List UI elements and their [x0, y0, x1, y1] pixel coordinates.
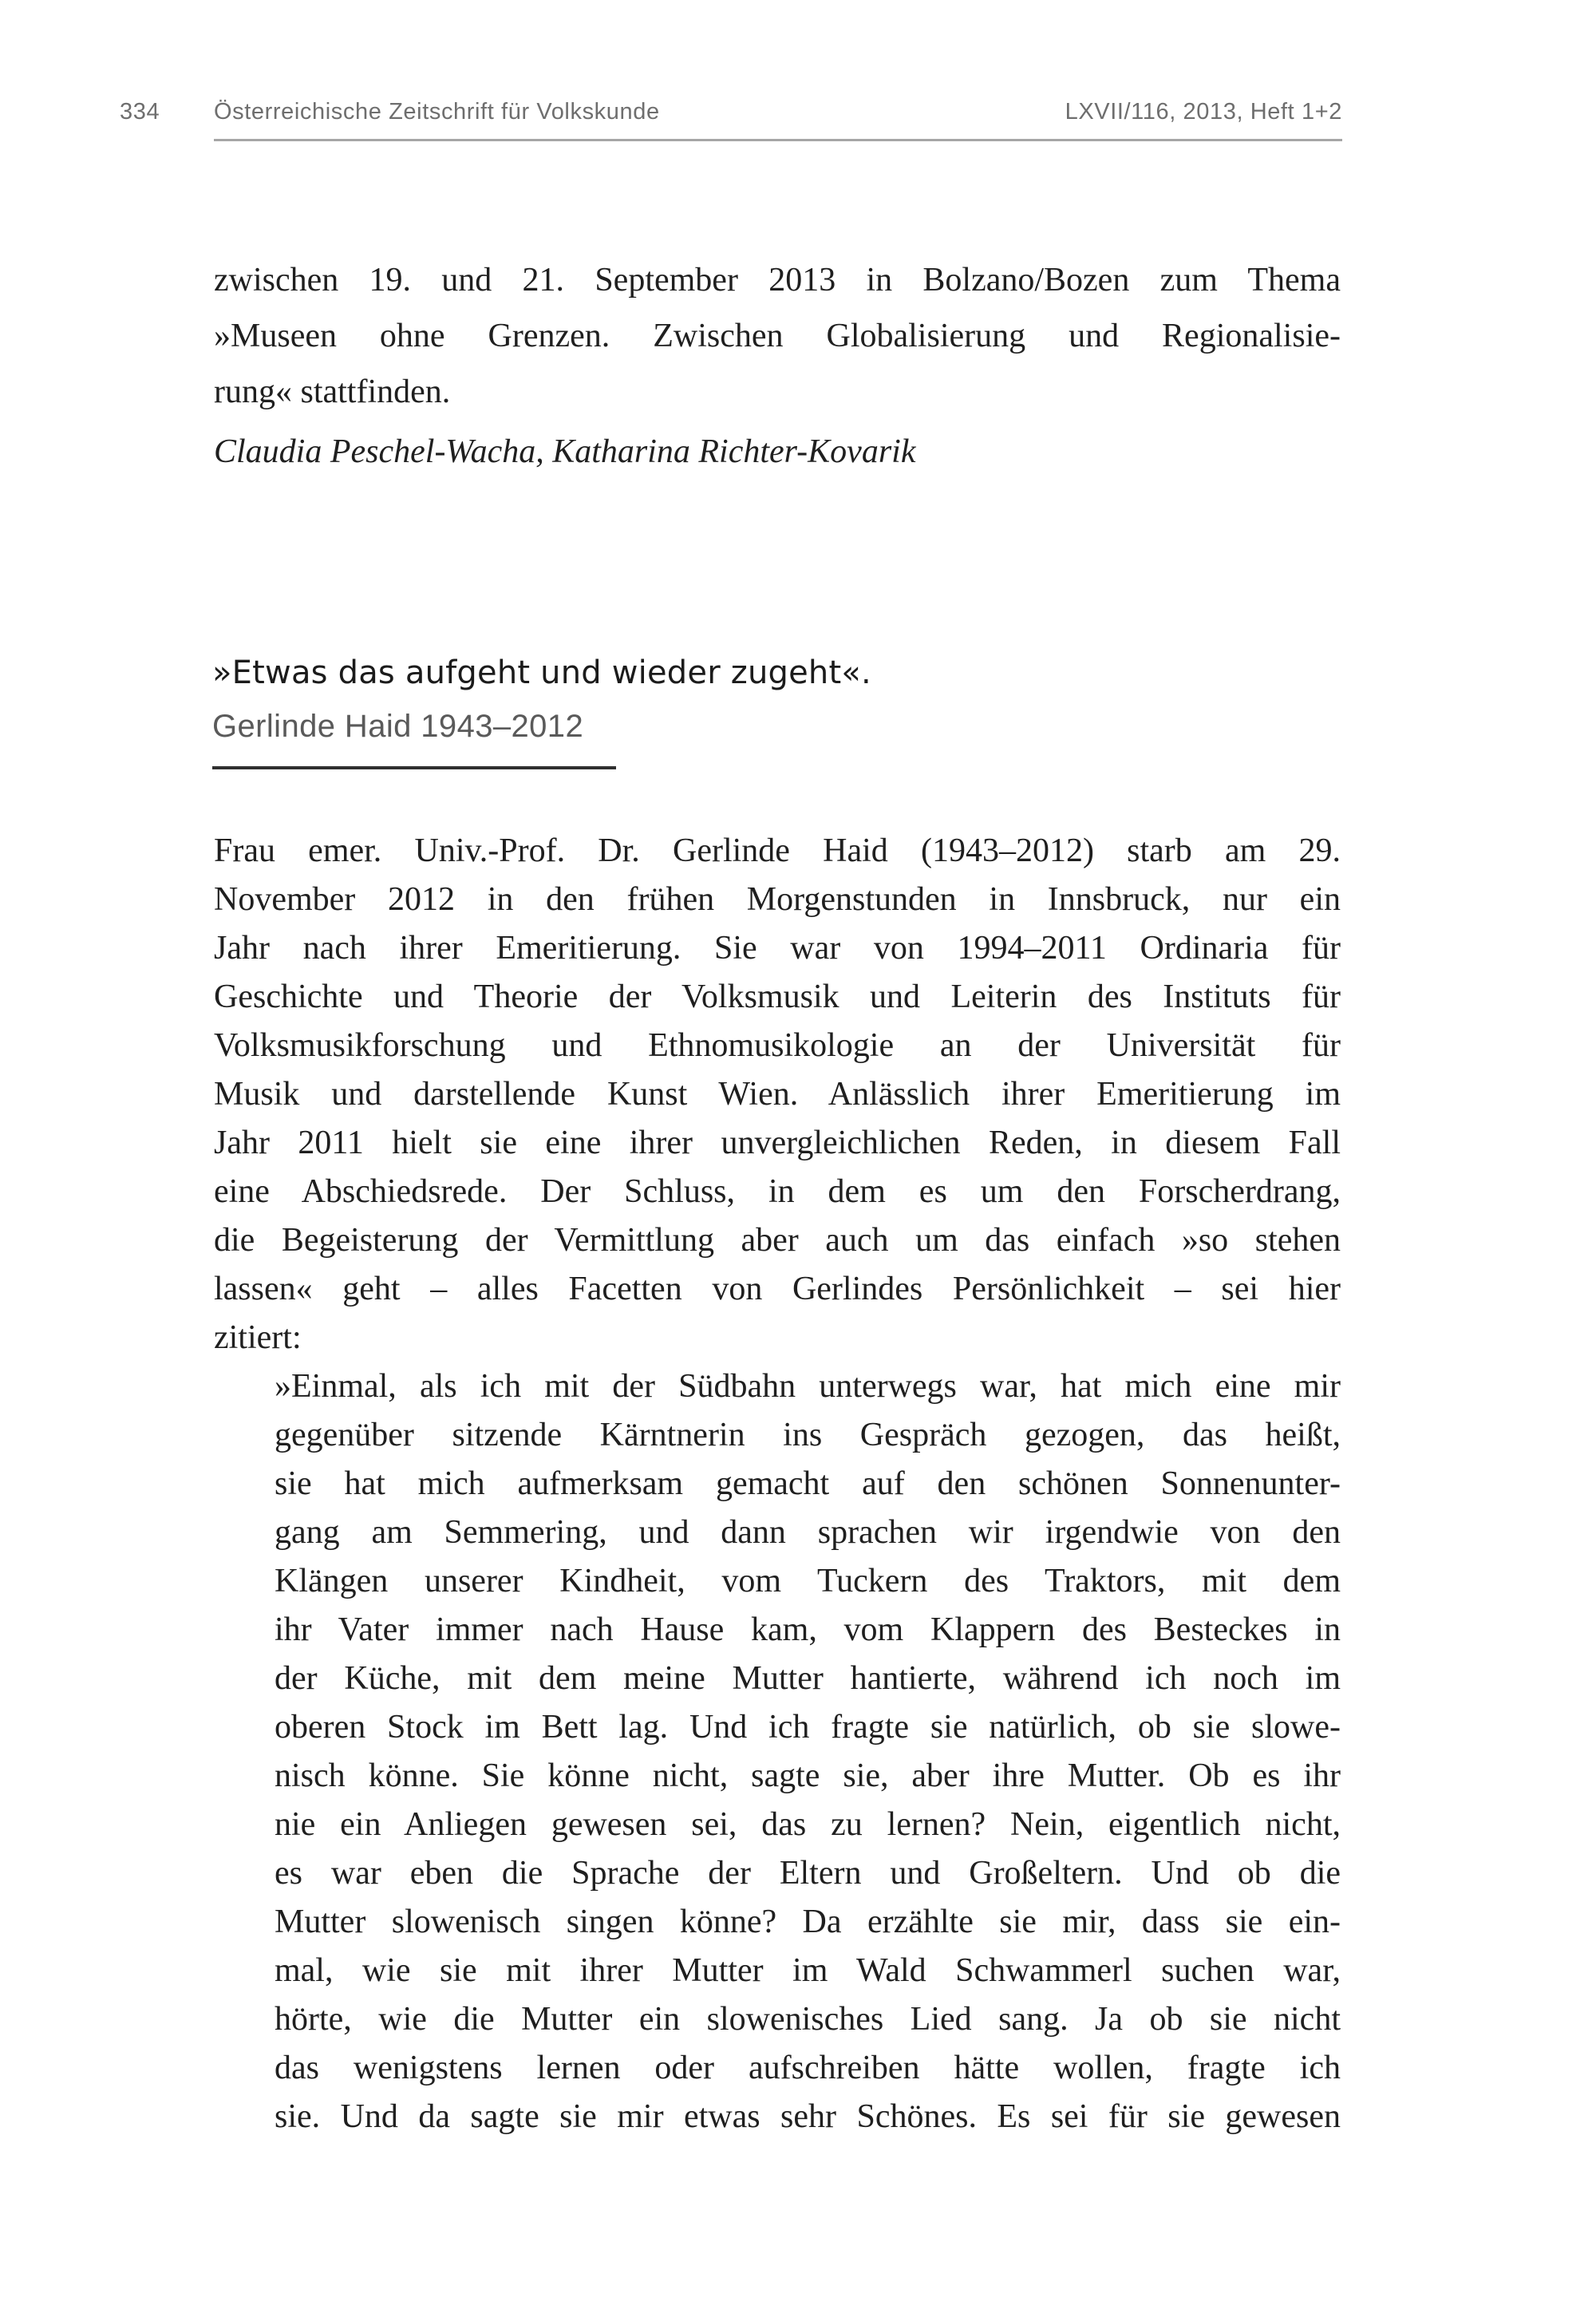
quote-line: gang am Semmering, und dann sprachen wir irgendwie von den — [275, 1514, 1341, 1551]
quote-line: oberen Stock im Bett lag. Und ich fragte sie natürlich, ob sie slowe- — [275, 1709, 1341, 1746]
article-title-block — [212, 646, 1339, 753]
quote-line: nisch könne. Sie könne nicht, sagte sie, aber ihre Mutter. Ob es ihr — [275, 1757, 1341, 1794]
body-line: die Begeisterung der Vermittlung aber auch um das einfach »so stehen — [214, 1222, 1341, 1259]
article-title: »Etwas das aufgeht und wieder zugeht«. — [212, 654, 871, 691]
quote-line: ihr Vater immer nach Hause kam, vom Klappern des Besteckes in — [275, 1611, 1341, 1648]
author-line: Claudia Peschel-Wacha, Katharina Richter-Kovarik — [214, 433, 916, 470]
quote-line: Klängen unserer Kindheit, vom Tuckern des Traktors, mit dem — [275, 1563, 1341, 1599]
quote-line: nie ein Anliegen gewesen sei, das zu lernen? Nein, eigentlich nicht, — [275, 1806, 1341, 1843]
quote-line: »Einmal, als ich mit der Südbahn unterwegs war, hat mich eine mir — [275, 1368, 1341, 1405]
issue-info: LXVII/116, 2013, Heft 1+2 — [1065, 99, 1342, 125]
quote-line: gegenüber sitzende Kärntnerin ins Gespräch gezogen, das heißt, — [275, 1417, 1341, 1453]
obituary-text — [214, 827, 1341, 2141]
quote-line: das wenigstens lernen oder aufschreiben hätte wollen, fragte ich — [275, 2050, 1341, 2086]
body-line: lassen« geht – alles Facetten von Gerlindes Persönlichkeit – sei hier — [214, 1271, 1341, 1307]
page-number: 334 — [120, 99, 160, 125]
quote-line: mal, wie sie mit ihrer Mutter im Wald Schwammerl suchen war, — [275, 1952, 1341, 1989]
quote-line: sie hat mich aufmerksam gemacht auf den schönen Sonnenunter- — [275, 1465, 1341, 1502]
intro-line: rung« stattfinden. — [214, 374, 451, 410]
quote-line: sie. Und da sagte sie mir etwas sehr Schönes. Es sei für sie gewesen — [275, 2098, 1341, 2135]
header-rule — [214, 139, 1342, 141]
quote-line: hörte, wie die Mutter ein slowenisches Lied sang. Ja ob sie nicht — [275, 2001, 1341, 2038]
quote-line: Mutter slowenisch singen könne? Da erzählte sie mir, dass sie ein- — [275, 1904, 1341, 1940]
body-line: zitiert: — [214, 1319, 302, 1356]
intro-line: »Museen ohne Grenzen. Zwischen Globalisierung und Regionalisie- — [214, 318, 1341, 354]
body-line: Frau emer. Univ.-Prof. Dr. Gerlinde Haid (1943–2012) starb am 29. — [214, 832, 1341, 869]
body-line: Jahr nach ihrer Emeritierung. Sie war von 1994–2011 Ordinaria für — [214, 930, 1341, 967]
page-header — [120, 99, 1342, 132]
intro-line: zwischen 19. und 21. September 2013 in Bolzano/Bozen zum Thema — [214, 262, 1341, 299]
body-line: Geschichte und Theorie der Volksmusik und Leiterin des Instituts für — [214, 979, 1341, 1015]
body-line: Musik und darstellende Kunst Wien. Anlässlich ihrer Emeritierung im — [214, 1076, 1341, 1113]
article-subtitle: Gerlinde Haid 1943–2012 — [212, 709, 584, 744]
quote-line: der Küche, mit dem meine Mutter hantierte, während ich noch im — [275, 1660, 1341, 1697]
body-line: eine Abschiedsrede. Der Schluss, in dem es um den Forscherdrang, — [214, 1173, 1341, 1210]
body-line: Volksmusikforschung und Ethnomusikologie an der Universität für — [214, 1027, 1341, 1064]
quote-line: es war eben die Sprache der Eltern und Großeltern. Und ob die — [275, 1855, 1341, 1892]
title-divider — [212, 766, 616, 769]
quote-block — [275, 1362, 1341, 2141]
journal-title: Österreichische Zeitschrift für Volkskunde — [214, 99, 660, 125]
body-line: Jahr 2011 hielt sie eine ihrer unvergleichlichen Reden, in diesem Fall — [214, 1125, 1341, 1161]
intro-paragraph — [214, 252, 1341, 420]
body-line: November 2012 in den frühen Morgenstunden in Innsbruck, nur ein — [214, 881, 1341, 918]
